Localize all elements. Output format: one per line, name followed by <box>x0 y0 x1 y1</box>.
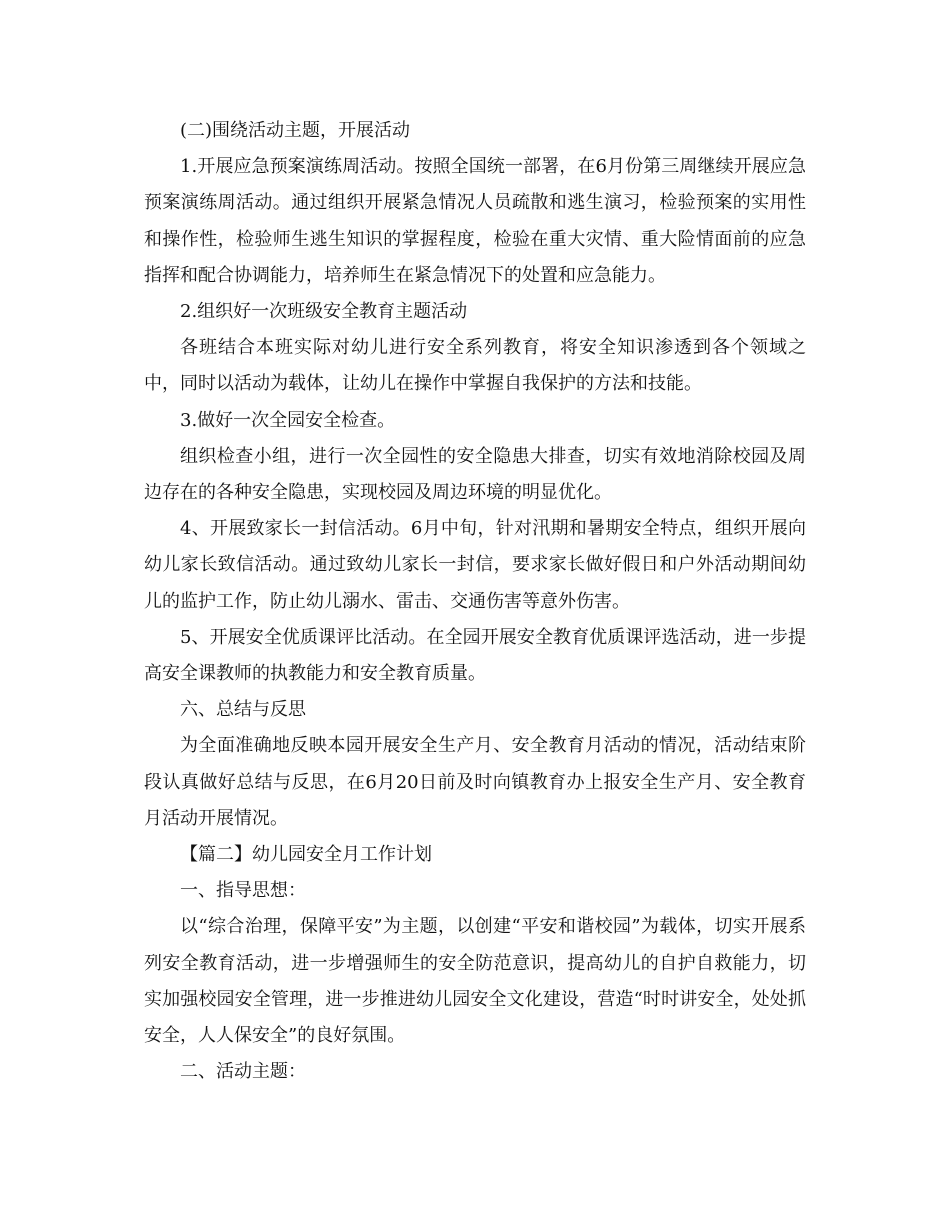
paragraph-parent-letter: 4、开展致家长一封信活动。6月中旬，针对汛期和暑期安全特点，组织开展向幼儿家长致信活动。通过致幼儿家长一封信，要求家长做好假日和户外活动期间幼儿的监护工作，防止幼儿溺水、雷击、交通伤害等意外伤害。 <box>144 518 806 612</box>
paragraph-guiding-thought: 以“综合治理，保障平安”为主题，以创建“平安和谐校园”为载体，切实开展系列安全教育活动，进一步增强师生的安全防范意识，提高幼儿的自护自救能力，切实加强校园安全管理，进一步推进幼儿园安全文化建设，营造“时时讲安全，处处抓安全，人人保安全”的良好氛围。 <box>144 916 806 1047</box>
paragraph-drill-week: 1.开展应急预案演练周活动。按照全国统一部署，在6月份第三周继续开展应急预案演练周活动。通过组织开展紧急情况人员疏散和逃生演习，检验预案的实用性和操作性，检验师生逃生知识的掌握程度，检验在重大灾情、重大险情面前的应急指挥和配合协调能力，培养师生在紧急情况下的处置和应急能力。 <box>144 156 806 286</box>
document-body <box>144 113 806 1090</box>
section-heading-summary: 六、总结与反思 <box>180 699 306 721</box>
section-heading-activities: (二)围绕活动主题，开展活动 <box>180 120 411 141</box>
item-heading-class-activity: 2.组织好一次班级安全教育主题活动 <box>180 301 468 323</box>
paragraph-summary: 为全面准确地反映本园开展安全生产月、安全教育月活动的情况，活动结束阶段认真做好总结与反思，在6月20日前及时向镇教育办上报安全生产月、安全教育月活动开展情况。 <box>144 735 806 829</box>
item-heading-safety-inspection: 3.做好一次全园安全检查。 <box>180 409 396 431</box>
paragraph-class-activity: 各班结合本班实际对幼儿进行安全系列教育，将安全知识渗透到各个领域之中，同时以活动为载体，让幼儿在操作中掌握自我保护的方法和技能。 <box>144 337 806 395</box>
section-heading-guiding-thought: 一、指导思想： <box>180 880 306 902</box>
paragraph-safety-inspection: 组织检查小组，进行一次全园性的安全隐患大排查，切实有效地消除校园及周边存在的各种安全隐患，实现校园及周边环境的明显优化。 <box>144 445 806 504</box>
paragraph-quality-lesson: 5、开展安全优质课评比活动。在全园开展安全教育优质课评选活动，进一步提高安全课教师的执教能力和安全教育质量。 <box>144 626 806 685</box>
section-heading-activity-theme: 二、活动主题： <box>180 1061 306 1083</box>
chapter-heading-part-two: 【篇二】幼儿园安全月工作计划 <box>180 844 432 866</box>
